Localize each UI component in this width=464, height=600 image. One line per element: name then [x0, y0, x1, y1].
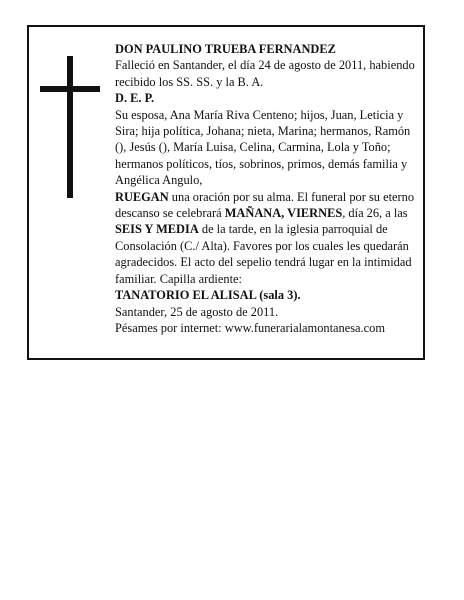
obituary-text	[115, 41, 421, 336]
cross-vertical-bar	[67, 56, 73, 198]
condolences-line: Pésames por internet: www.funerarialamontanesa.com	[115, 320, 385, 335]
deceased-name: DON PAULINO TRUEBA FERNANDEZ	[115, 42, 336, 56]
death-announcement: Falleció en Santander, el día 24 de agosto de 2011, habiendo recibido los SS. SS. y la B. A.	[115, 58, 415, 89]
chapel-location: TANATORIO EL ALISAL (sala 3).	[115, 288, 301, 303]
funeral-date: , día 26, a las	[342, 206, 408, 221]
funeral-day: MAÑANA, VIERNES	[224, 206, 343, 221]
place-and-date: Santander, 25 de agosto de 2011.	[115, 304, 279, 319]
cross-icon	[40, 56, 100, 198]
funeral-paragraph	[115, 189, 421, 287]
funeral-intro: una oración por su alma. El funeral por su eterno descanso se celebrará	[115, 189, 415, 221]
obituary-notice	[27, 25, 425, 360]
ruegan-word: RUEGAN	[115, 189, 169, 204]
funeral-place: de la tarde, en la iglesia parroquial de Consolación (C./ Alta). Favores por los cuales les quedarán agradecidos. El acto del sepelio tendrá lugar en la intimidad familiar. Capilla ardiente:	[115, 222, 412, 286]
funeral-time: SEIS Y MEDIA	[115, 222, 199, 237]
family-list: Su esposa, Ana María Riva Centeno; hijos, Juan, Leticia y Sira; hija política, Johana; nieta, Marina; hermanos, Ramón (), Jesús (), María Luisa, Celina, Carmina, Lola y Toño; hermanos políticos, tíos, sobrinos, primos, demás familia y Angélica Angulo,	[115, 107, 411, 188]
cross-horizontal-bar	[40, 86, 100, 92]
dep-initials: D. E. P.	[115, 91, 155, 106]
